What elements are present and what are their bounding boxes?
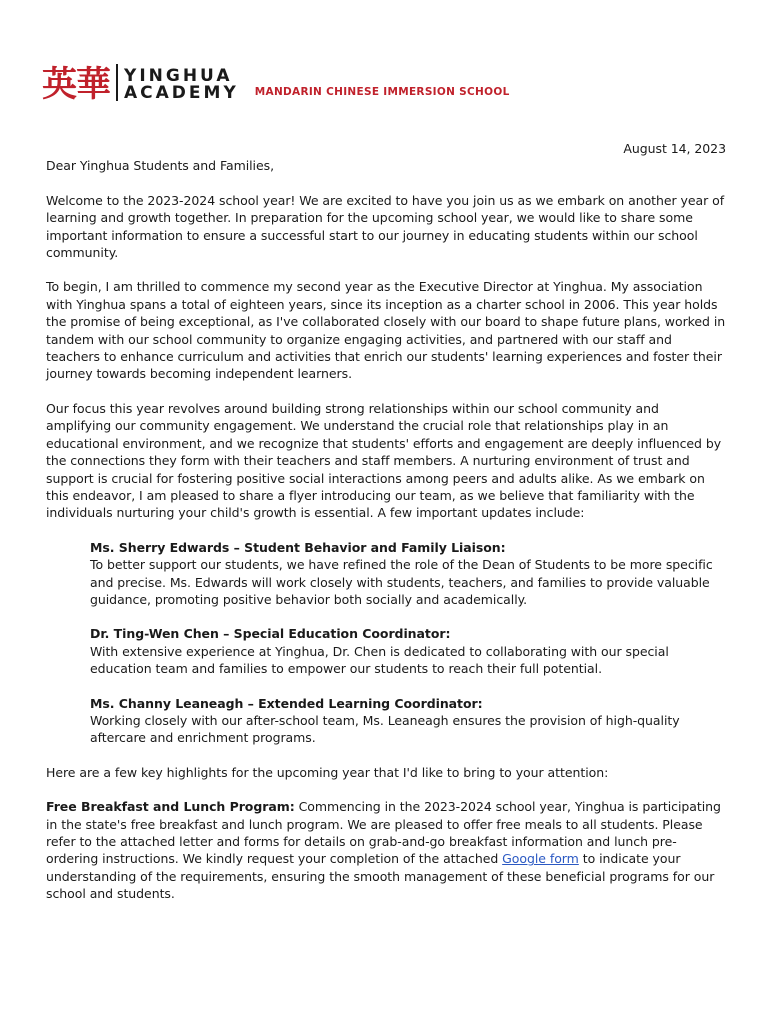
staff-title: Dr. Ting-Wen Chen – Special Education Coordinator: xyxy=(90,626,451,642)
paragraph-welcome: Welcome to the 2023-2024 school year! We are excited to have you join us as we embark on another year of learning and growth together. In preparation for the upcoming school year, we would like to share some important information to ensure a successful start to our journey in educating students within our school community. xyxy=(46,192,725,261)
logo-word-academy: ACADEMY xyxy=(124,83,239,103)
logo-divider xyxy=(116,64,118,101)
staff-description: Working closely with our after-school team, Ms. Leaneagh ensures the provision of high-quality aftercare and enrichment programs. xyxy=(90,712,680,746)
meal-program-text: Commencing in the 2023-2024 school year, Yinghua is participating in the state's free breakfast and lunch program. We are pleased to offer free meals to all students. Please refer to the attached letter and forms for details on grab-and-go breakfast information and lunch pre-ordering instructions. We kindly request your completion of the attached xyxy=(46,799,721,867)
letter-date: August 14, 2023 xyxy=(623,141,726,156)
paragraph-highlights-intro: Here are a few key highlights for the upcoming year that I'd like to bring to your attention: xyxy=(46,764,609,780)
paragraph-meal-program xyxy=(46,798,726,902)
staff-update-leaneagh xyxy=(90,695,726,747)
letterhead xyxy=(42,60,510,104)
meal-program-label: Free Breakfast and Lunch Program: xyxy=(46,799,295,815)
staff-description: To better support our students, we have refined the role of the Dean of Students to be more specific and precise. Ms. Edwards will work closely with students, teachers, and families to provide valuable guidance, promoting positive behavior both socially and academically. xyxy=(90,557,713,607)
meal-program-text-end: to indicate your understanding of the requirements, ensuring the smooth management of these beneficial programs for our school and students. xyxy=(46,851,715,902)
staff-description: With extensive experience at Yinghua, Dr. Chen is dedicated to collaborating with our special education team and families to empower our students to reach their full potential. xyxy=(90,643,669,677)
staff-update-edwards xyxy=(90,539,726,609)
logo-chinese-characters: 英華 xyxy=(42,64,111,105)
paragraph-focus: Our focus this year revolves around building strong relationships within our school community and amplifying our community engagement. We understand the crucial role that relationships play in an educational environment, and we recognize that students' efforts and engagement are deeply influenced by the connections they form with their teachers and staff members. A nurturing environment of trust and support is crucial for fostering positive social interactions among peers and adults alike. As we embark on this endeavor, I am pleased to share a flyer introducing our team, as we believe that familiarity with the individuals nurturing your child's growth is essential. A few important updates include: xyxy=(46,400,722,521)
staff-update-chen xyxy=(90,625,726,677)
logo-word-yinghua: YINGHUA xyxy=(124,66,233,86)
staff-title: Ms. Sherry Edwards – Student Behavior and Family Liaison: xyxy=(90,539,506,555)
google-form-link[interactable]: Google form xyxy=(502,851,579,867)
salutation: Dear Yinghua Students and Families, xyxy=(46,158,274,174)
logo-wordmark xyxy=(124,66,239,104)
staff-title: Ms. Channy Leaneagh – Extended Learning Coordinator: xyxy=(90,695,483,711)
letter-body xyxy=(46,140,726,920)
school-tagline: MANDARIN CHINESE IMMERSION SCHOOL xyxy=(254,86,510,98)
paragraph-introduction: To begin, I am thrilled to commence my second year as the Executive Director at Yinghua. My association with Yinghua spans a total of eighteen years, since its inception as a charter school in 2006. This year holds the promise of being exceptional, as I've collaborated closely with our board to shape future plans, worked in tandem with our school community to organize engaging activities, and partnered with our staff and teachers to enhance curriculum and activities that enrich our students' learning experiences and foster their journey towards becoming independent learners. xyxy=(46,279,726,382)
